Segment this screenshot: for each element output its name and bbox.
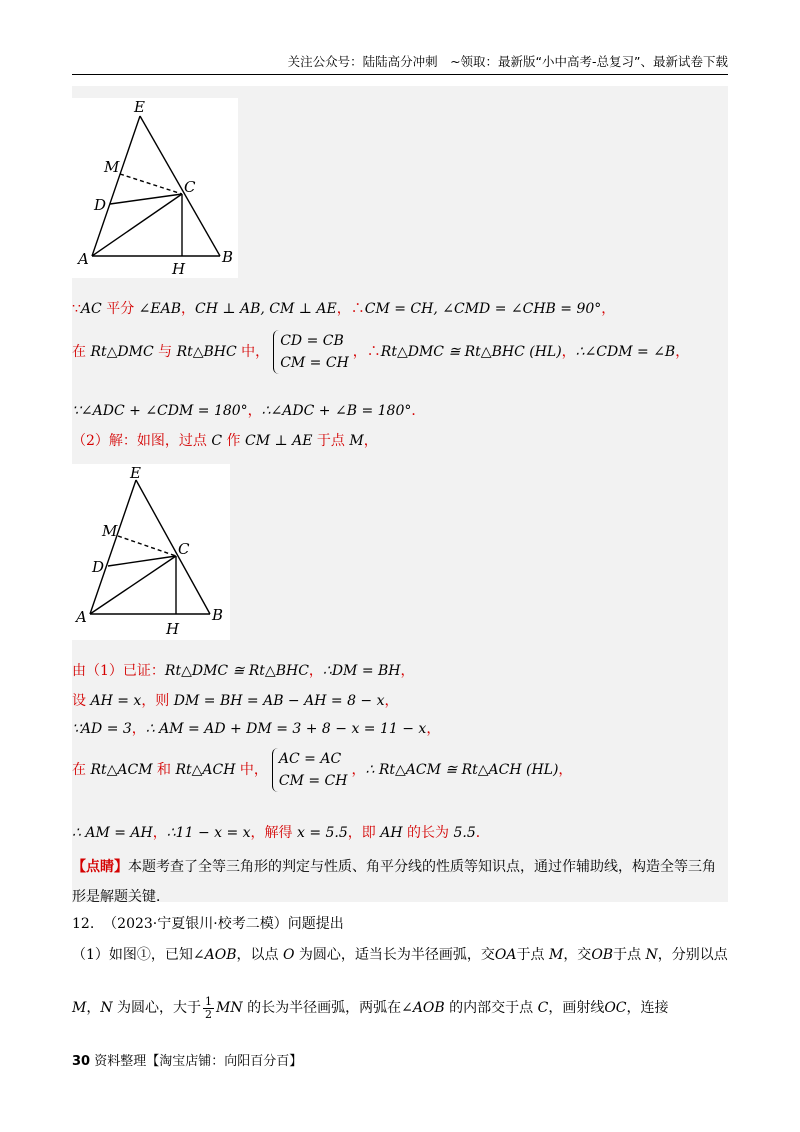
label-c: C <box>184 178 196 196</box>
equation-system-2: AC = AC CM = CH <box>272 748 348 792</box>
solution-line-5: 由（1）已证：Rt△DMC ≅ Rt△BHC，∴DM = BH， <box>72 663 415 679</box>
label-e-2: E <box>130 464 141 482</box>
problem-12-para-2: M，N 为圆心，大于 $\frac{1}{2}$ MN 的长为半径画弧，两弧在∠AOB 的内部交于点 C，画射线OC，连接 <box>72 994 669 1021</box>
problem-number: 12. <box>72 916 95 932</box>
label-a-2: A <box>76 608 87 626</box>
comment-label: 【点睛】 <box>72 859 128 875</box>
page-number: 30 <box>72 1054 91 1069</box>
triangle-diagram-2 <box>72 464 230 640</box>
solution-line-4: （2）解：如图，过点 C 作 CM ⊥ AE 于点 M， <box>72 433 378 449</box>
label-a: A <box>78 250 89 268</box>
equation-system-1: CD = CB CM = CH <box>273 330 349 374</box>
label-d-2: D <box>92 558 105 576</box>
solution-line-1: ∵AC 平分 ∠EAB，CH ⊥ AB, CM ⊥ AE，∴CM = CH, ∠CMD = ∠CHB = 90°， <box>72 301 616 317</box>
label-b-2: B <box>212 606 224 624</box>
page-footer <box>72 1050 302 1069</box>
triangle-figure-1 <box>72 98 238 278</box>
triangle-diagram <box>72 98 238 278</box>
label-b: B <box>222 248 234 266</box>
label-c-2: C <box>178 540 190 558</box>
label-h-2: H <box>166 620 180 638</box>
solution-line-2: 在 Rt△DMC 与 Rt△BHC 中，CD = CB CM = CH，∴Rt△DMC ≅ Rt△BHC (HL)，∴∠CDM = ∠B， <box>72 330 689 374</box>
label-m: M <box>104 158 120 176</box>
footer-text: 资料整理【淘宝店铺：向阳百分百】 <box>94 1054 303 1069</box>
comment-block <box>72 852 728 912</box>
page-header <box>72 52 728 75</box>
comment-text: 本题考查了全等三角形的判定与性质、角平分线的性质等知识点，通过作辅助线，构造全等三角形是解题关键． <box>72 859 716 905</box>
solution-line-7: ∵AD = 3，∴ AM = AD + DM = 3 + 8 − x = 11 − x， <box>72 721 441 737</box>
problem-12-header <box>72 914 728 934</box>
solution-line-8: 在 Rt△ACM 和 Rt△ACH 中，AC = AC CM = CH，∴ Rt△ACM ≅ Rt△ACH (HL)， <box>72 748 572 792</box>
triangle-figure-2 <box>72 464 230 640</box>
solution-line-6: 设 AH = x，则 DM = BH = AB − AH = 8 − x， <box>72 693 399 709</box>
problem-source: （2023·宁夏银川·校考二模）问题提出 <box>103 916 344 932</box>
header-text: 关注公众号：陆陆高分冲刺 ~领取：最新版“小中高考-总复习”、最新试卷下载 <box>287 54 728 69</box>
label-h: H <box>172 260 186 278</box>
solution-line-3: ∵∠ADC + ∠CDM = 180°，∴∠ADC + ∠B = 180°． <box>72 403 426 419</box>
problem-12-para-1: （1）如图①，已知∠AOB，以点 O 为圆心，适当长为半径画弧，交OA于点 M，交OB于点 N，分别以点 <box>72 947 728 963</box>
label-e: E <box>134 98 145 116</box>
fraction-half: $\frac{1}{2}$ <box>205 994 213 1021</box>
label-d: D <box>94 196 107 214</box>
solution-line-9: ∴ AM = AH，∴11 − x = x，解得 x = 5.5，即 AH 的长为 5.5． <box>72 825 490 841</box>
label-m-2: M <box>102 522 118 540</box>
